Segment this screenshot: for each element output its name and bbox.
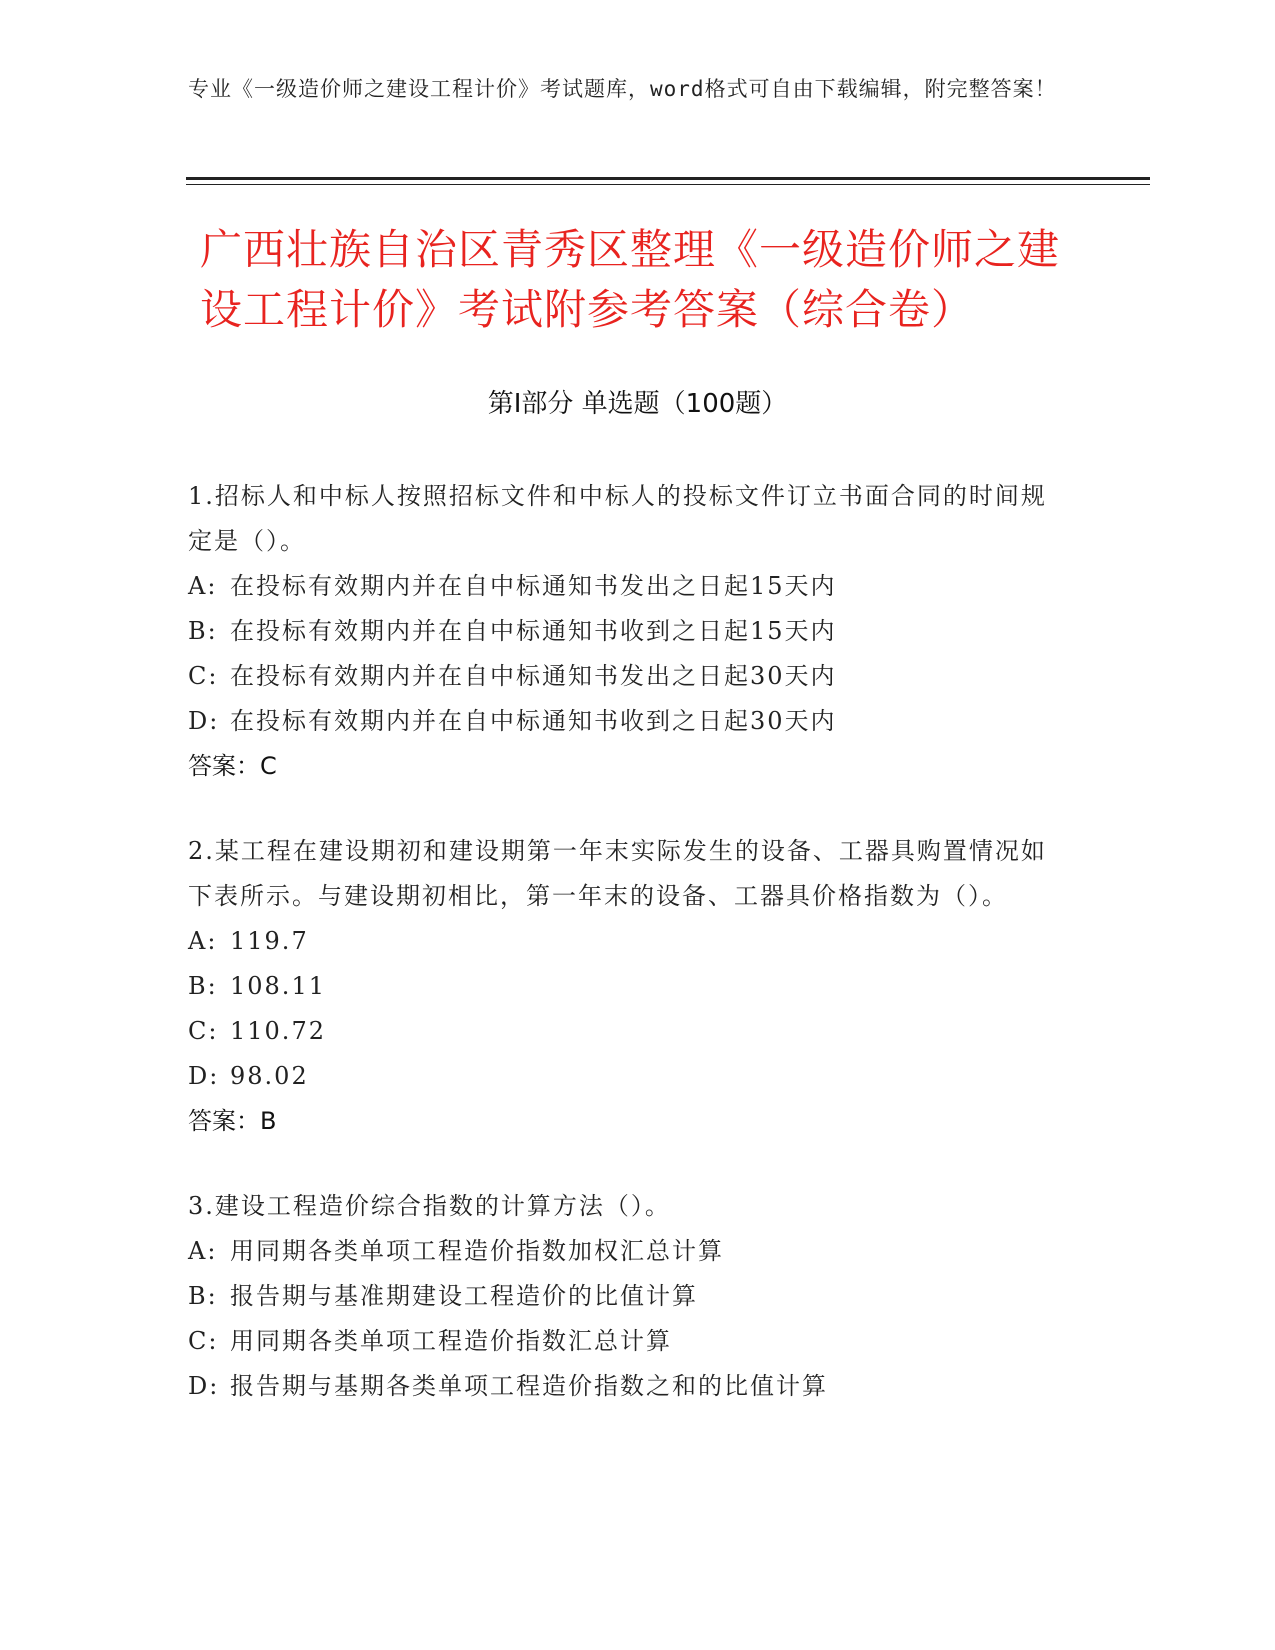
option-letter: A: bbox=[188, 1237, 218, 1265]
option-letter: B: bbox=[188, 972, 218, 1000]
question-stem: 2.某工程在建设期初和建设期第一年末实际发生的设备、工器具购置情况如下表所示。与建设期初相比，第一年末的设备、工器具价格指数为（）。 bbox=[188, 837, 1047, 910]
document-title: 广西壮族自治区青秀区整理《一级造价师之建设工程计价》考试附参考答案（综合卷） bbox=[200, 225, 1061, 334]
answer-line: 答案：C bbox=[188, 752, 277, 780]
option-a bbox=[188, 919, 1068, 964]
option-text: 用同期各类单项工程造价指数汇总计算 bbox=[230, 1327, 672, 1355]
option-text: 119.7 bbox=[230, 927, 309, 955]
question-3 bbox=[188, 1184, 1068, 1409]
option-letter: C: bbox=[188, 1327, 219, 1355]
option-d bbox=[188, 1364, 1068, 1409]
option-letter: D: bbox=[188, 707, 220, 735]
option-text: 用同期各类单项工程造价指数加权汇总计算 bbox=[230, 1237, 724, 1265]
question-stem: 3.建设工程造价综合指数的计算方法（）。 bbox=[188, 1192, 671, 1220]
answer-line: 答案：B bbox=[188, 1107, 277, 1135]
option-d bbox=[188, 699, 1068, 744]
option-b bbox=[188, 1274, 1068, 1319]
option-letter: D: bbox=[188, 1062, 220, 1090]
option-b bbox=[188, 964, 1068, 1009]
option-text: 报告期与基准期建设工程造价的比值计算 bbox=[230, 1282, 698, 1310]
option-text: 108.11 bbox=[230, 972, 326, 1000]
question-1 bbox=[188, 474, 1068, 789]
option-text: 在投标有效期内并在自中标通知书收到之日起15天内 bbox=[230, 617, 837, 645]
option-letter: D: bbox=[188, 1372, 220, 1400]
option-text: 报告期与基期各类单项工程造价指数之和的比值计算 bbox=[230, 1372, 828, 1400]
option-text: 在投标有效期内并在自中标通知书收到之日起30天内 bbox=[230, 707, 837, 735]
option-b bbox=[188, 609, 1068, 654]
option-c bbox=[188, 1319, 1068, 1364]
header-divider-thick bbox=[186, 177, 1150, 180]
option-a bbox=[188, 564, 1068, 609]
option-a bbox=[188, 1229, 1068, 1274]
section-heading: 第Ⅰ部分 单选题（100题） bbox=[487, 389, 788, 419]
option-text: 98.02 bbox=[230, 1062, 309, 1090]
option-letter: C: bbox=[188, 662, 219, 690]
option-text: 在投标有效期内并在自中标通知书发出之日起15天内 bbox=[230, 572, 837, 600]
option-letter: A: bbox=[188, 927, 218, 955]
option-letter: C: bbox=[188, 1017, 219, 1045]
option-text: 在投标有效期内并在自中标通知书发出之日起30天内 bbox=[230, 662, 837, 690]
option-text: 110.72 bbox=[230, 1017, 326, 1045]
option-c bbox=[188, 1009, 1068, 1054]
option-c bbox=[188, 654, 1068, 699]
question-stem: 1.招标人和中标人按照招标文件和中标人的投标文件订立书面合同的时间规定是（）。 bbox=[188, 482, 1047, 555]
option-d bbox=[188, 1054, 1068, 1099]
option-letter: A: bbox=[188, 572, 218, 600]
header-divider-thin bbox=[186, 184, 1150, 185]
option-letter: B: bbox=[188, 617, 218, 645]
question-2 bbox=[188, 829, 1068, 1144]
option-letter: B: bbox=[188, 1282, 218, 1310]
question-list bbox=[188, 474, 1068, 1449]
header-note: 专业《一级造价师之建设工程计价》考试题库，word格式可自由下载编辑，附完整答案！ bbox=[188, 77, 1057, 101]
